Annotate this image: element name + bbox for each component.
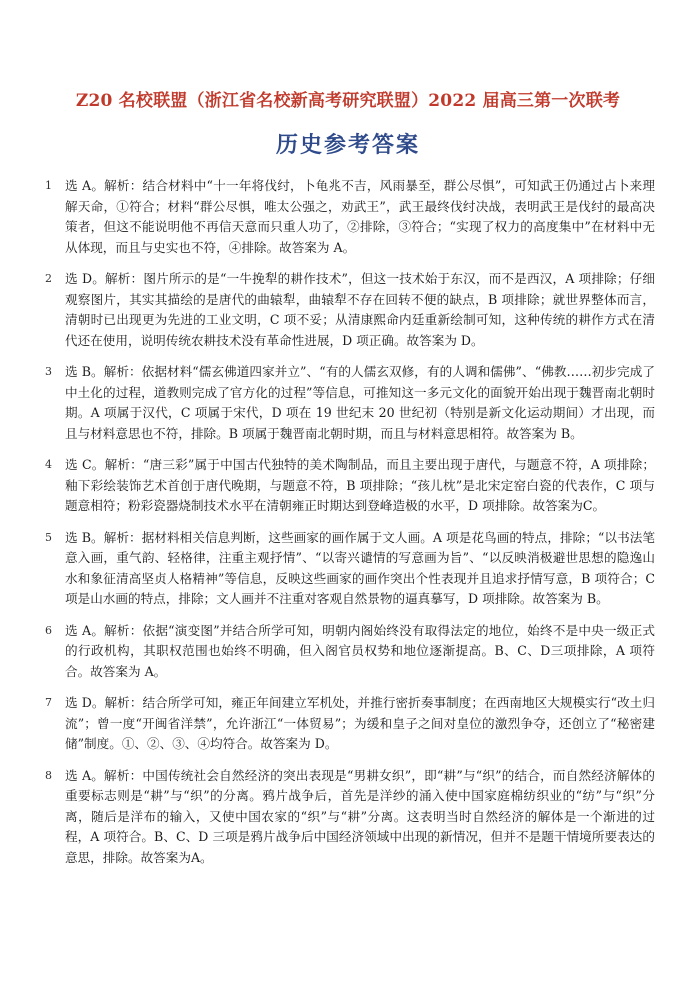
answer-text: 选 A。解析：依据“演变图”并结合所学可知，明朝内阁始终没有取得法定的地位，始终不是中央一级正式的行政机构，其职权范围也始终不明确，但入阁官员权势和地位逐渐提高。B、C、D三项排除，A 项符合。故答案为 A。 [65,622,655,679]
answer-text: 选 B。解析：依据材料“儒玄佛道四家并立”、“有的人儒玄双修，有的人调和儒佛”、“佛教……初步完成了中土化的过程，道教则完成了官方化的过程”等信息，可推知这一多元文化的面貌开始出现于魏晋南北朝时期。A 项属于汉代，C 项属于宋代，D 项在 19 世纪末 20 世纪初（特别是新文化运动期间）才出现，而且与材料意思也不符，排除。B 项属于魏晋南北朝时期，而且与材料意思相符。故答案为 B。 [65,364,655,441]
answer-text: 选 D。解析：结合所学可知，雍正年间建立军机处，并推行密折奏事制度；在西南地区大规模实行“改土归流”；曾一度“开闽省洋禁”，允许浙江“一体贸易”；为缓和皇子之间对皇位的激烈争夺，还创立了“秘密建储”制度。①、②、③、④均符合。故答案为 D。 [65,695,655,751]
answer-text: 选 A。解析：结合材料中“十一年将伐纣，卜龟兆不吉，风雨暴至，群公尽惧”，可知武王仍通过占卜来理解天命，①符合；材料“群公尽惧，唯太公强之，劝武王”，武王最终伐纣决战，表明武王是伐纣的最高决策者，但这不能说明他不再信天意而只重人功了，②排除，③符合；“实现了权力的高度集中”在材料中无从体现，而且与史实也不符，④排除。故答案为 A。 [65,178,655,255]
answer-text: 选 D。解析：图片所示的是“一牛挽犁的耕作技术”，但这一技术始于东汉，而不是西汉，A 项排除；仔细观察图片，其实其描绘的是唐代的曲辕犁，曲辕犁不存在回转不便的缺点，B 项排除；就世界整体而言，清朝时已出现更为先进的工业文明，C 项不妥；从清康熙命内廷重新绘制可知，这种传统的耕作方式在清代还在使用，说明传统农耕技术没有革命性进展，D 项正确。故答案为 D。 [65,271,655,348]
answer-item-6 [45,621,655,683]
answer-number: 7 [45,696,52,709]
answer-item-4 [45,455,655,517]
answer-text: 选 A。解析：中国传统社会自然经济的突出表现是“男耕女织”，即“耕”与“织”的结合，而自然经济解体的重要标志则是“耕”与“织”的分离。鸦片战争后，首先是洋纱的涌入使中国家庭棉纺织业的“纺”与“织”分离，随后是洋布的输入，又使中国农家的“织”与“耕”分离。这表明当时自然经济的解体是一个渐进的过程，A 项符合。B、C、D 三项是鸦片战争后中国经济领域中出现的新情况，但并不是题干情境所要表达的意思，排除。故答案为A。 [65,767,655,865]
answer-number: 6 [45,623,52,637]
answer-item-2 [45,269,655,351]
exam-header-title: Z20 名校联盟（浙江省名校新高考研究联盟）2022 届高三第一次联考 [75,91,621,111]
answer-number: 8 [45,768,52,782]
answer-text: 选 C。解析：“唐三彩”属于中国古代独特的美术陶制品，而且主要出现于唐代，与题意不符，A 项排除；釉下彩绘装饰艺术首创于唐代晚期，与题意不符，B 项排除；“孩儿枕”是北宋定窑白瓷的代表作，C 项与题意相符；粉彩瓷器烧制技术水平在清朝雍正时期达到登峰造极的水平，D 项排除。故答案为C。 [65,457,655,513]
answer-item-1 [45,176,655,258]
answer-item-3 [45,362,655,444]
answer-list [45,176,655,879]
answer-number: 1 [45,179,52,192]
answer-item-5 [45,528,655,610]
answer-number: 5 [45,530,52,544]
answer-number: 4 [45,458,52,471]
answer-item-8 [45,766,655,869]
subject-title: 历史参考答案 [275,132,420,158]
answer-text: 选 B。解析：据材料相关信息判断，这些画家的画作属于文人画。A 项是花鸟画的特点，排除；“以书法笔意入画，重气韵、轻格律，注重主观抒情”、“以寄兴谴情的写意画为旨”、“以反映消极避世思想的隐逸山水和象征清高坚贞人格精神”等信息，反映这些画家的画作突出个性表现并且追求抒情写意，B 项符合；C 项是山水画的特点，排除；文人画并不注重对客观自然景物的逼真摹写，D 项排除。故答案为 B。 [65,529,655,606]
answer-item-7 [45,693,655,755]
answer-number: 2 [45,272,52,285]
answer-number: 3 [45,365,52,378]
